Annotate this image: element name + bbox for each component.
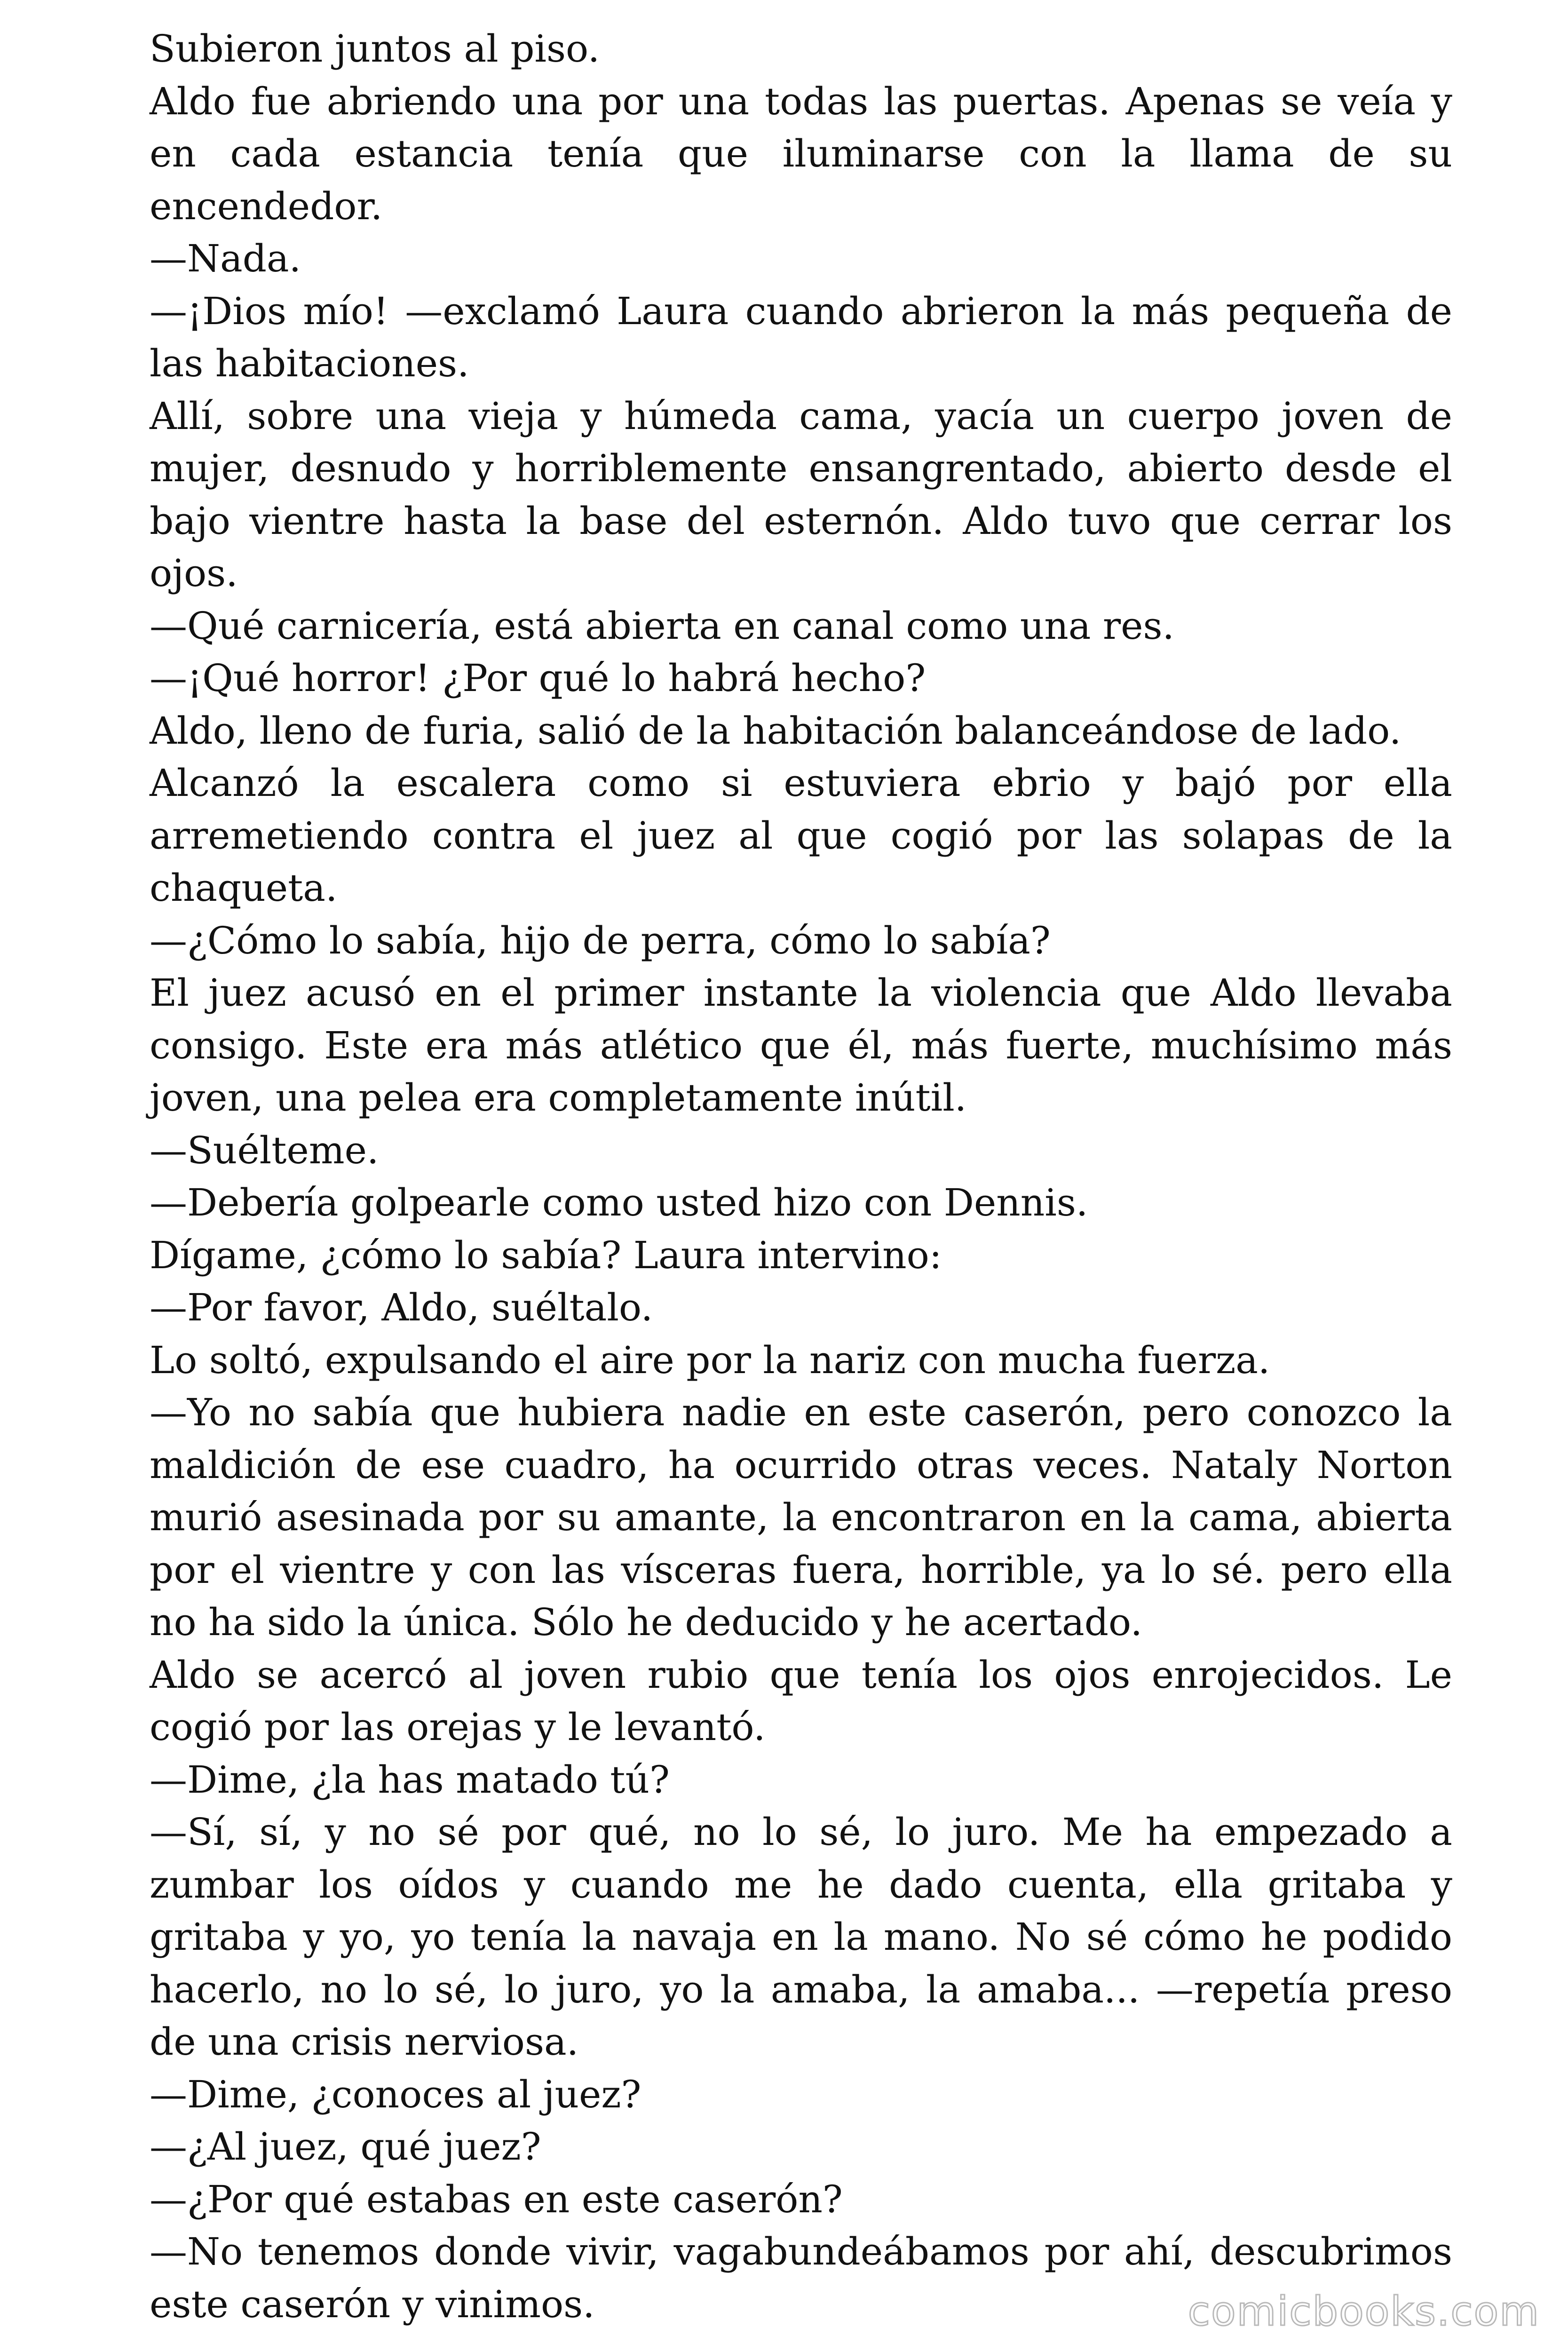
paragraph: —Sí, sí, y no sé por qué, no lo sé, lo juro. Me ha empezado a zumbar los oídos y cuando me he dado cuenta, ella gritaba y gritaba y yo, yo tenía la navaja en la mano. No sé cómo he podido hacerlo, no lo sé, lo juro, yo la amaba, la amaba... —repetía preso de una crisis nerviosa. [150,1810,1452,2064]
paragraph: —Yo no sabía que hubiera nadie en este caserón, pero conozco la maldición de ese cuadro, ha ocurrido otras veces. Nataly Norton murió asesinada por su amante, la encontraron en la cama, abierta por el vientre y con las vísceras fuera, horrible, ya lo sé. pero ella no ha sido la única. Sólo he deducido y he acertado. [150,1391,1452,1644]
paragraph: Aldo fue abriendo una por una todas las puertas. Apenas se veía y en cada estancia tenía que iluminarse con la llama de su encendedor. [150,79,1452,228]
paragraph: —Qué carnicería, está abierta en canal como una res. [150,604,1174,648]
paragraph: —Nada. [150,237,301,280]
paragraph: Subieron juntos al piso. [150,27,600,71]
paragraph: —Dime, ¿conoces al juez? [150,2072,641,2116]
paragraph: Lo soltó, expulsando el aire por la nariz con mucha fuerza. [150,1338,1270,1382]
paragraph: Dígame, ¿cómo lo sabía? Laura intervino: [150,1233,942,1277]
paragraph: —¡Dios mío! —exclamó Laura cuando abrieron la más pequeña de las habitaciones. [150,289,1452,385]
paragraph: Alcanzó la escalera como si estuviera ebrio y bajó por ella arremetiendo contra el juez al que cogió por las solapas de la chaqueta. [150,761,1452,910]
watermark: comicbooks.com [1188,2288,1540,2335]
paragraph: —¡Qué horror! ¿Por qué lo habrá hecho? [150,656,926,700]
paragraph: —No tenemos donde vivir, vagabundeábamos por ahí, descubrimos este caserón y vinimos. [150,2230,1452,2326]
paragraph: —¿Por qué estabas en este caserón? [150,2177,843,2221]
paragraph: —Suélteme. [150,1128,379,1172]
paragraph: El juez acusó en el primer instante la violencia que Aldo llevaba consigo. Este era más atlético que él, más fuerte, muchísimo más joven, una pelea era completamente inútil. [150,971,1452,1120]
paragraph: Allí, sobre una vieja y húmeda cama, yacía un cuerpo joven de mujer, desnudo y horriblemente ensangrentado, abierto desde el bajo vientre hasta la base del esternón. Aldo tuvo que cerrar los ojos. [150,394,1452,595]
paragraph: —Por favor, Aldo, suéltalo. [150,1286,653,1329]
body-text [150,23,1452,2330]
paragraph: —Dime, ¿la has matado tú? [150,1757,670,1802]
paragraph: —¿Al juez, qué juez? [150,2125,541,2169]
paragraph: Aldo se acercó al joven rubio que tenía los ojos enrojecidos. Le cogió por las orejas y le levantó. [150,1653,1452,1749]
paragraph: —Debería golpearle como usted hizo con Dennis. [150,1181,1088,1224]
paragraph: Aldo, lleno de furia, salió de la habitación balanceándose de lado. [150,708,1402,753]
paragraph: —¿Cómo lo sabía, hijo de perra, cómo lo sabía? [150,918,1051,962]
